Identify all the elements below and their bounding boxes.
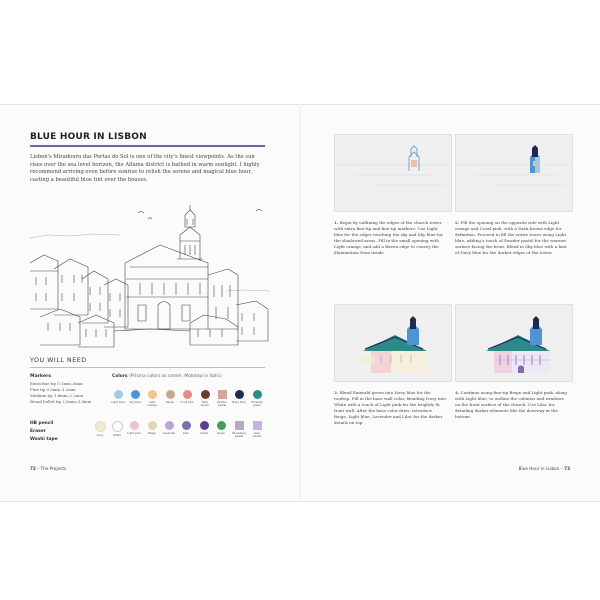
swatch-chip (200, 421, 209, 430)
folio-left (30, 466, 66, 471)
step-body: Begin by outlining the edges of the church tower with extra fine-tip and fine-tip markers. Use Light blue for the edges touching the sky and Sky blue for the shadowed areas. Fill in the small opening with Light orange, and add a Raven edge to convey the illumination from inside. (334, 220, 443, 255)
page-title: BLUE HOUR IN LISBON (30, 132, 147, 142)
step-3-photo (334, 304, 452, 382)
intro-paragraph: Lisbon's Miradouro das Portas do Sol is one of the city's finest viewpoints. As the sun rises over the sea level horizon, the Alfama district is bathed in warm sunlight. I highly recommend arriving even before sunrise to relish the serene and magical blue hour, casting a beautiful blue tint over the houses. (30, 154, 260, 183)
swatch-chip (235, 390, 244, 399)
folio-section: The Projects (40, 466, 67, 471)
swatch-label: Green (216, 431, 226, 435)
colors-title: Colors (112, 374, 128, 379)
step-body: Blend Emerald green into Navy blue for the rooftop. Fill in the base wall color, blending Ivory into White with a touch of Light pink for the brightly lit front wall. After the base color dries, introduce Beige, Light blue, Lavender and Lilac for the darker details on top. (334, 390, 446, 425)
swatch-chip (112, 421, 123, 432)
section-rule (30, 367, 265, 368)
swatch-label: Light orange (147, 400, 157, 408)
color-swatch (163, 390, 177, 404)
swatch-label: Dark brown (200, 400, 210, 408)
swatch-label: White (113, 433, 121, 437)
color-swatch (215, 390, 229, 407)
swatch-chip (217, 421, 226, 430)
swatch-label: Light pink (127, 431, 141, 435)
color-swatch (179, 421, 193, 435)
color-swatch (197, 421, 211, 435)
color-swatch (232, 390, 246, 404)
color-swatch (198, 390, 212, 407)
swatch-label: Ivory (96, 433, 104, 437)
step-number: 1. (334, 220, 339, 225)
swatch-label: Navy blue (232, 400, 246, 404)
color-swatch (180, 390, 194, 404)
color-swatch (127, 421, 141, 435)
markers-heading: Markers (30, 374, 51, 379)
swatch-chip (201, 390, 210, 399)
title-rule (30, 145, 265, 147)
swatch-chip (253, 421, 262, 430)
color-swatch (128, 390, 142, 404)
step-body: Continue using fine-tip Beige and Light pink, along with Light blue, to outline the colonies and windows on the front surface of the church. Use Lilac for detailing darker elements like the doorway at the bottom. (455, 390, 567, 419)
step-4-text (455, 390, 567, 420)
swatch-label: Coral pink (180, 400, 194, 404)
step-2-photo (455, 134, 573, 212)
swatch-chip (253, 390, 262, 399)
swatch-chip (183, 390, 192, 399)
colors-heading (112, 374, 222, 379)
material-item: Washi tape (30, 437, 58, 442)
color-swatch (214, 421, 228, 435)
book-gutter (299, 104, 301, 500)
swatch-chip (218, 390, 227, 399)
step-4-photo (455, 304, 573, 382)
swatch-label: Lilac (182, 431, 190, 435)
swatch-chip (130, 421, 139, 430)
color-swatch (232, 421, 246, 438)
swatch-label: Lavender (162, 431, 176, 435)
material-item: Eraser (30, 429, 46, 434)
color-swatch (111, 390, 125, 404)
swatch-chip (95, 421, 106, 432)
step-number: 3. (334, 390, 339, 395)
swatch-chip (182, 421, 191, 430)
swatch-label: Lilac pastel (252, 431, 262, 439)
color-swatch (162, 421, 176, 435)
folio-separator: – (37, 466, 40, 471)
swatch-chip (114, 390, 123, 399)
church-line-sketch (30, 205, 270, 350)
marker-item: Medium tip 1.8mm–2.2mm (30, 393, 84, 398)
step-2-text (455, 220, 567, 255)
swatch-label: Powder pastel (217, 400, 227, 408)
step-1-photo (334, 134, 452, 212)
step-number: 2. (455, 220, 460, 225)
swatch-chip (148, 421, 157, 430)
colors-note: (Prisma colors as comm. Molotow in italic) (129, 374, 222, 379)
marker-item: Extra-fine tip 0.1mm–0mm (30, 381, 83, 386)
material-item: HB pencil (30, 421, 54, 426)
swatch-label: Pavestone pastel (232, 431, 246, 439)
swatch-label: Sky blue (129, 400, 141, 404)
color-swatch (145, 421, 159, 435)
swatch-chip (131, 390, 140, 399)
swatch-label: Light blue (111, 400, 125, 404)
folio-right (519, 466, 570, 471)
you-will-need-heading: YOU WILL NEED (30, 357, 87, 364)
swatch-label: Violet (200, 431, 208, 435)
color-swatch (250, 390, 264, 407)
step-body: Fill the opening on the opposite side with Light orange and Coral pink, with a Dark brown edge for definition. Proceed to fill the entire tower using Light blue, adding a touch of Powder pastel for the warmer surface facing the front. Blend in Sky blue with a hint of Navy blue for the darker edges of the tower. (455, 220, 567, 255)
color-swatch (93, 421, 107, 437)
swatch-label: Raven (165, 400, 175, 404)
marker-item: Fine tip 0.5mm–1.2mm (30, 387, 76, 392)
color-swatch (250, 421, 264, 438)
marker-item: Broad bullet tip 2.5mm–3.5mm (30, 399, 92, 404)
swatch-chip (166, 390, 175, 399)
swatch-chip (165, 421, 174, 430)
page-number: 72 (30, 466, 36, 471)
color-swatch (145, 390, 159, 407)
step-number: 4. (455, 390, 460, 395)
swatch-label: Beige (148, 431, 156, 435)
color-swatch (110, 421, 124, 437)
folio-separator: – (560, 466, 563, 471)
swatch-chip (235, 421, 244, 430)
step-3-text (334, 390, 446, 425)
swatch-label: Emerald green (251, 400, 263, 408)
folio-section: Blue Hour in Lisbon (518, 466, 560, 471)
page-number: 73 (564, 466, 570, 471)
swatch-chip (148, 390, 157, 399)
step-1-text (334, 220, 446, 255)
